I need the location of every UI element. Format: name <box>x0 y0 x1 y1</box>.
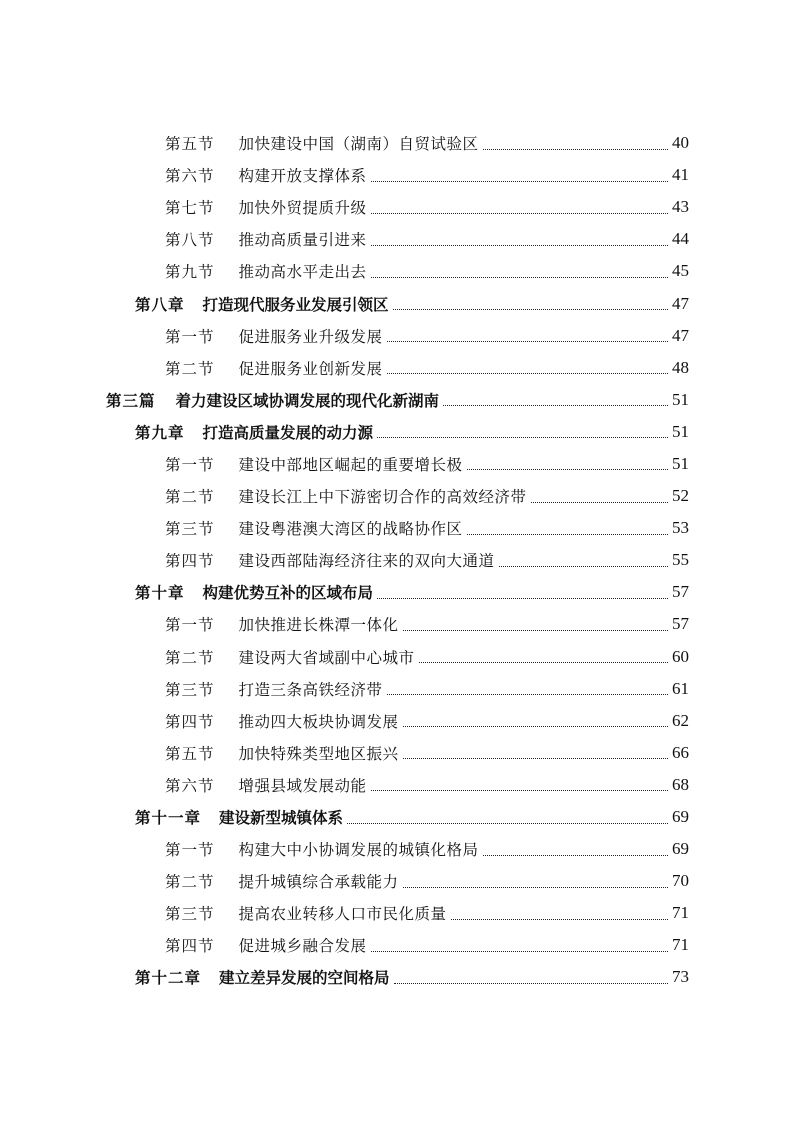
toc-entry[interactable] <box>0 352 793 384</box>
page-number: 57 <box>672 582 689 602</box>
dot-leader <box>371 951 668 952</box>
dot-leader <box>377 437 668 438</box>
entry-number: 第九节 <box>165 263 215 282</box>
dot-leader <box>467 469 668 470</box>
toc-entry[interactable] <box>0 705 793 737</box>
entry-number: 第六节 <box>165 776 215 795</box>
page-number: 51 <box>672 389 689 409</box>
entry-number: 第二节 <box>165 648 215 667</box>
page-number: 51 <box>672 421 689 441</box>
entry-number: 第十一章 <box>135 809 202 828</box>
entry-number: 第二节 <box>165 359 215 378</box>
toc-entry[interactable] <box>0 673 793 705</box>
page-number: 47 <box>672 325 689 345</box>
dot-leader <box>394 983 668 984</box>
entry-number: 第四节 <box>165 937 215 956</box>
page-number: 71 <box>672 935 689 955</box>
page-number: 71 <box>672 903 689 923</box>
toc-entry[interactable] <box>0 223 793 255</box>
dot-leader <box>387 341 668 342</box>
toc-entry[interactable] <box>0 801 793 833</box>
toc-entry[interactable] <box>0 929 793 961</box>
page-number: 47 <box>672 293 689 313</box>
dot-leader <box>371 277 668 278</box>
entry-title: 推动高水平走出去 <box>238 263 367 282</box>
entry-title: 打造高质量发展的动力源 <box>202 423 374 442</box>
page-number: 66 <box>672 742 689 762</box>
entry-number: 第三节 <box>165 905 215 924</box>
dot-leader <box>387 694 668 695</box>
toc-entry[interactable] <box>0 512 793 544</box>
entry-title: 加快推进长株潭一体化 <box>238 616 399 635</box>
entry-number: 第八章 <box>135 295 185 314</box>
entry-number: 第六节 <box>165 167 215 186</box>
toc-entry[interactable] <box>0 865 793 897</box>
dot-leader <box>377 598 668 599</box>
page-number: 61 <box>672 678 689 698</box>
toc-entry[interactable] <box>0 127 793 159</box>
dot-leader <box>483 855 668 856</box>
dot-leader <box>467 534 668 535</box>
entry-title: 促进城乡融合发展 <box>238 937 367 956</box>
dot-leader <box>371 213 668 214</box>
entry-number: 第四节 <box>165 712 215 731</box>
toc-entry[interactable] <box>0 833 793 865</box>
entry-title: 建设两大省域副中心城市 <box>238 648 415 667</box>
entry-title: 打造现代服务业发展引领区 <box>202 295 389 314</box>
entry-title: 打造三条高铁经济带 <box>238 680 383 699</box>
toc-entry[interactable] <box>0 608 793 640</box>
table-of-contents <box>0 127 793 994</box>
entry-number: 第三节 <box>165 680 215 699</box>
dot-leader <box>419 662 668 663</box>
toc-entry[interactable] <box>0 737 793 769</box>
toc-entry[interactable] <box>0 416 793 448</box>
toc-entry[interactable] <box>0 897 793 929</box>
entry-title: 加快外贸提质升级 <box>238 199 367 218</box>
toc-entry[interactable] <box>0 191 793 223</box>
page-number: 69 <box>672 839 689 859</box>
toc-entry[interactable] <box>0 480 793 512</box>
page-number: 41 <box>672 165 689 185</box>
entry-title: 建设新型城镇体系 <box>219 809 344 828</box>
page-number: 48 <box>672 357 689 377</box>
entry-title: 推动四大板块协调发展 <box>238 712 399 731</box>
toc-entry[interactable] <box>0 255 793 287</box>
entry-title: 建立差异发展的空间格局 <box>219 969 390 988</box>
dot-leader <box>403 726 668 727</box>
entry-title: 构建大中小协调发展的城镇化格局 <box>238 841 479 860</box>
page-number: 45 <box>672 261 689 281</box>
entry-number: 第一节 <box>165 616 215 635</box>
entry-number: 第五节 <box>165 744 215 763</box>
dot-leader <box>451 919 668 920</box>
dot-leader <box>499 566 668 567</box>
dot-leader <box>393 309 668 310</box>
entry-number: 第三篇 <box>106 391 156 410</box>
toc-entry[interactable] <box>0 544 793 576</box>
page-number: 55 <box>672 550 689 570</box>
entry-number: 第一节 <box>165 455 215 474</box>
toc-entry[interactable] <box>0 641 793 673</box>
dot-leader <box>371 245 668 246</box>
dot-leader <box>403 887 668 888</box>
entry-title: 提高农业转移人口市民化质量 <box>238 905 447 924</box>
entry-number: 第一节 <box>165 327 215 346</box>
entry-title: 促进服务业升级发展 <box>238 327 383 346</box>
page-number: 40 <box>672 133 689 153</box>
entry-title: 建设西部陆海经济往来的双向大通道 <box>238 552 495 571</box>
dot-leader <box>483 149 668 150</box>
dot-leader <box>371 181 668 182</box>
entry-title: 构建开放支撑体系 <box>238 167 367 186</box>
toc-entry[interactable] <box>0 287 793 319</box>
dot-leader <box>371 790 668 791</box>
page-number: 44 <box>672 229 689 249</box>
dot-leader <box>531 502 668 503</box>
entry-title: 建设粤港澳大湾区的战略协作区 <box>238 520 463 539</box>
entry-title: 着力建设区域协调发展的现代化新湖南 <box>175 391 440 410</box>
page-number: 53 <box>672 518 689 538</box>
entry-number: 第四节 <box>165 552 215 571</box>
toc-entry[interactable] <box>0 159 793 191</box>
entry-number: 第七节 <box>165 199 215 218</box>
page-number: 68 <box>672 774 689 794</box>
entry-number: 第十二章 <box>135 969 202 988</box>
dot-leader <box>387 373 668 374</box>
entry-title: 构建优势互补的区域布局 <box>202 584 374 603</box>
entry-title: 增强县域发展动能 <box>238 776 367 795</box>
entry-title: 加快建设中国（湖南）自贸试验区 <box>238 135 479 154</box>
page-number: 43 <box>672 197 689 217</box>
page-number: 62 <box>672 710 689 730</box>
page-number: 52 <box>672 486 689 506</box>
dot-leader <box>347 823 668 824</box>
entry-title: 提升城镇综合承载能力 <box>238 873 399 892</box>
entry-title: 促进服务业创新发展 <box>238 359 383 378</box>
page-number: 73 <box>672 967 689 987</box>
toc-entry[interactable] <box>0 961 793 993</box>
page-number: 51 <box>672 453 689 473</box>
toc-entry[interactable] <box>0 448 793 480</box>
entry-number: 第二节 <box>165 488 215 507</box>
entry-title: 建设长江上中下游密切合作的高效经济带 <box>238 488 527 507</box>
dot-leader <box>403 630 668 631</box>
entry-title: 推动高质量引进来 <box>238 231 367 250</box>
page-number: 70 <box>672 871 689 891</box>
entry-number: 第二节 <box>165 873 215 892</box>
toc-entry[interactable] <box>0 769 793 801</box>
toc-entry[interactable] <box>0 576 793 608</box>
entry-title: 加快特殊类型地区振兴 <box>238 744 399 763</box>
entry-number: 第三节 <box>165 520 215 539</box>
page-number: 57 <box>672 614 689 634</box>
dot-leader <box>403 758 668 759</box>
toc-entry[interactable] <box>0 320 793 352</box>
dot-leader <box>443 405 668 406</box>
page-number: 69 <box>672 807 689 827</box>
entry-title: 建设中部地区崛起的重要增长极 <box>238 455 463 474</box>
entry-number: 第八节 <box>165 231 215 250</box>
entry-number: 第五节 <box>165 135 215 154</box>
entry-number: 第九章 <box>135 423 185 442</box>
entry-number: 第一节 <box>165 841 215 860</box>
toc-entry[interactable] <box>0 384 793 416</box>
entry-number: 第十章 <box>135 584 185 603</box>
page-number: 60 <box>672 646 689 666</box>
